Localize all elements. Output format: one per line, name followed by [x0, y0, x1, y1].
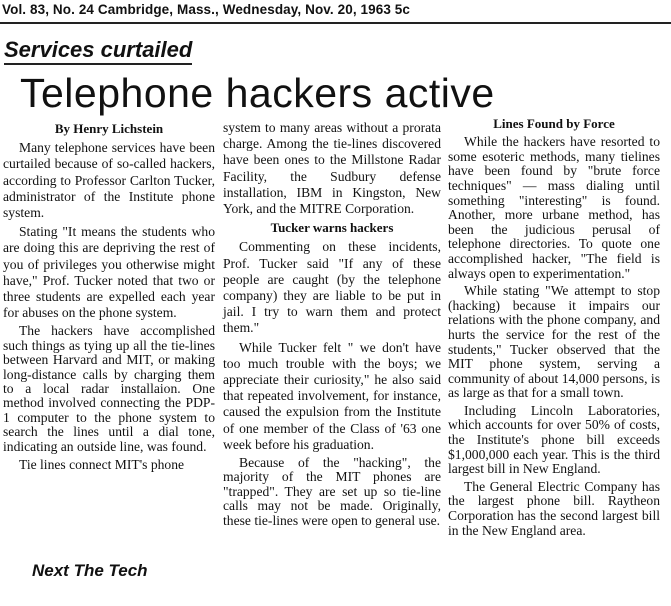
masthead-rule [0, 22, 671, 24]
paragraph: Because of the "hacking", the majority of the MIT phones are "trapped". They are set up so tie-line calls may not be made. Originally, these tie-lines were open to general use. [223, 455, 441, 528]
subhead-tucker-warns: Tucker warns hackers [270, 220, 394, 236]
paragraph: Tie lines connect MIT's phone [19, 457, 185, 473]
paragraph: The hackers have accomplished such things as tying up all the tie-lines between Harvard and MIT, or making long-distance calls by charging them to a local radar installaion. One method involved connecting the PDP-1 computer to the phone system to search the lines until a dial tone, indicating an outside line, was found. [3, 323, 215, 454]
paragraph: Many telephone services have been curtailed because of so-called hackers, according to Professor Carlton Tucker, administrator of the Institute phone system. [3, 140, 215, 221]
column-2 [223, 120, 441, 531]
column-1 [3, 120, 215, 476]
next-the-tech: Next The Tech [32, 561, 148, 580]
masthead: Vol. 83, No. 24 Cambridge, Mass., Wednesday, Nov. 20, 1963 5c [2, 2, 411, 17]
paragraph: While stating "We attempt to stop (hacking) because it impairs our relations with the phone company, and hurts the service for the rest of the students," Tucker observed that the MIT phone system, serving a community of about 14,000 persons, is as large as that for a small town. [448, 283, 660, 401]
subhead-lines-found: Lines Found by Force [493, 116, 615, 131]
byline: By Henry Lichstein [54, 121, 164, 136]
paragraph: While Tucker felt " we don't have too much trouble with the boys; we appreciate their curiosity," he also said that repeated involvement, for instance, caused the expulsion from the Institute of one member of the Class of '63 one week before his graduation. [223, 339, 441, 452]
paragraph: Stating "It means the students who are doing this are depriving the rest of you of privileges you otherwise might have," Prof. Tucker noted that two or three students are expelled each year for abuses on the phone system. [3, 224, 215, 321]
paragraph: Commenting on these incidents, Prof. Tucker said "If any of these people are caught (by the telephone company) they are liable to be put in jail. I try to warn them and protect them." [223, 239, 441, 336]
headline: Telephone hackers active [20, 70, 495, 116]
section-kicker: Services curtailed [4, 38, 192, 65]
paragraph: system to many areas without a prorata charge. Among the tie-lines discovered have been ones to the Millstone Radar Facility, the Sudbury defense installation, IBM in Kingston, New York, and the MITRE Corporation. [223, 120, 441, 217]
paragraph: Including Lincoln Laboratories, which accounts for over 50% of costs, the Institute's phone bill exceeds $1,000,000 each year. This is the third largest bill in New England. [448, 402, 660, 477]
paragraph: The General Electric Company has the largest phone bill. Raytheon Corporation has the second largest bill in the New England area. [448, 478, 660, 538]
column-3 [448, 115, 660, 541]
paragraph: While the hackers have resorted to some esoteric methods, many tielines have been found by "brute force techniques" — mass dialing until something "interesting" is found. Another, more urbane method, has been the judicious perusal of telephone directories. To quote one accomplished hacker, "The field is always open to experimentation." [448, 134, 660, 281]
